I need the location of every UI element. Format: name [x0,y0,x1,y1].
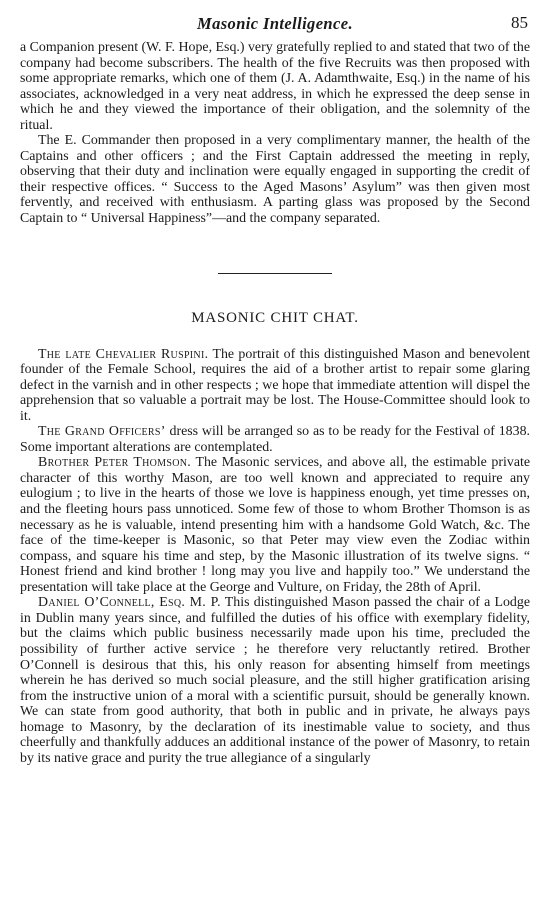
book-page [20,14,530,766]
news-item [20,347,530,425]
item-body: The portrait of this distinguished Mason and benevolent founder of the Female School, requires the aid of a brother artist to repair some glaring defect in the varnish and in other respects ; we hope that immediate attention will dispel the apprehension that so valuable a portrait may be lost. The House-Committee should look to it. [20,346,531,424]
news-item [20,455,530,595]
paragraph: The E. Commander then proposed in a very complimentary manner, the health of the Captains and other officers ; and the First Captain addressed the meeting in reply, observing that their duty and inclination were equally engaged in supporting the credit of their respective offices. “ Success to the Aged Masons’ Asylum” was then given most fervently, and received with enthusiasm. A parting glass was proposed by the Second Captain to “ Universal Happiness”—and the company separated. [20,133,530,227]
item-body: The Masonic services, and above all, the estimable private character of this worthy Mason, are too well known and appreciated to require any eulogium ; to live in the hearts of those we love is happiness enough, yet time presses on, and the fleeting hours pass unnoticed. Some few of those to whom Brother Thomson is as necessary as he is valuable, intend presenting him with a handsome Gold Watch, &c. The face of the time-keeper is Masonic, so that Peter may view even the Zodiac within compass, and square his time and step, by the Masonic illustration of its twelve signs. “ Honest friend and kind brother ! long may you live and happily too.” We understand the presentation will take place at the George and Vulture, on Friday, the 28th of April. [20,455,531,595]
running-head [20,14,530,40]
chit-chat-section [20,347,530,767]
news-item [20,595,530,766]
item-lead: Daniel O’Connell, Esq. M. P. [38,595,221,611]
item-lead: Brother Peter Thomson. [38,455,192,471]
item-lead: The late Chevalier Ruspini. [38,346,209,362]
page-number: 85 [511,13,528,32]
continued-paragraph: a Companion present (W. F. Hope, Esq.) very gratefully replied to and stated that two of the company had become subscribers. The health of the five Recruits was then proposed with some appropriate remarks, which one of them (J. A. Adamthwaite, Esq.) in the name of his associates, acknowledged in a very neat address, in which he expressed the deep sense in which he and they viewed the importance of their obligation, and the solemnity of the ritual. [20,40,530,133]
item-lead: The Grand Officers’ [38,424,166,440]
item-body: dress will be arranged so as to be ready for the Festival of 1838. Some important alterations are contemplated. [20,424,530,455]
section-heading: MASONIC CHIT CHAT. [191,309,359,326]
running-title: Masonic Intelligence. [197,14,353,33]
item-body: This distinguished Mason passed the chair of a Lodge in Dublin many years since, and fulfilled the duties of his office with exemplary fidelity, but the claims which public business necessarily made upon his time, precluded the possibility of further active service ; he therefore very reluctantly retired. Brother O’Connell is desirous that this, his only reason for absenting himself from meetings wherein he has derived so much social pleasure, and the still higher gratification arising from the instructive union of a moral with a scientific pursuit, should be generally known. We can state from good authority, that both in public and in private, he always pays homage to Masonry, by the declaration of its inestimable value to society, and thus cheerfully and thankfully adduces an additional instance of the power of Masonry, to retain by its native grace and purity the true allegiance of a singularly [20,595,530,766]
section-divider [218,273,332,274]
top-section [20,40,530,227]
news-item [20,424,530,455]
